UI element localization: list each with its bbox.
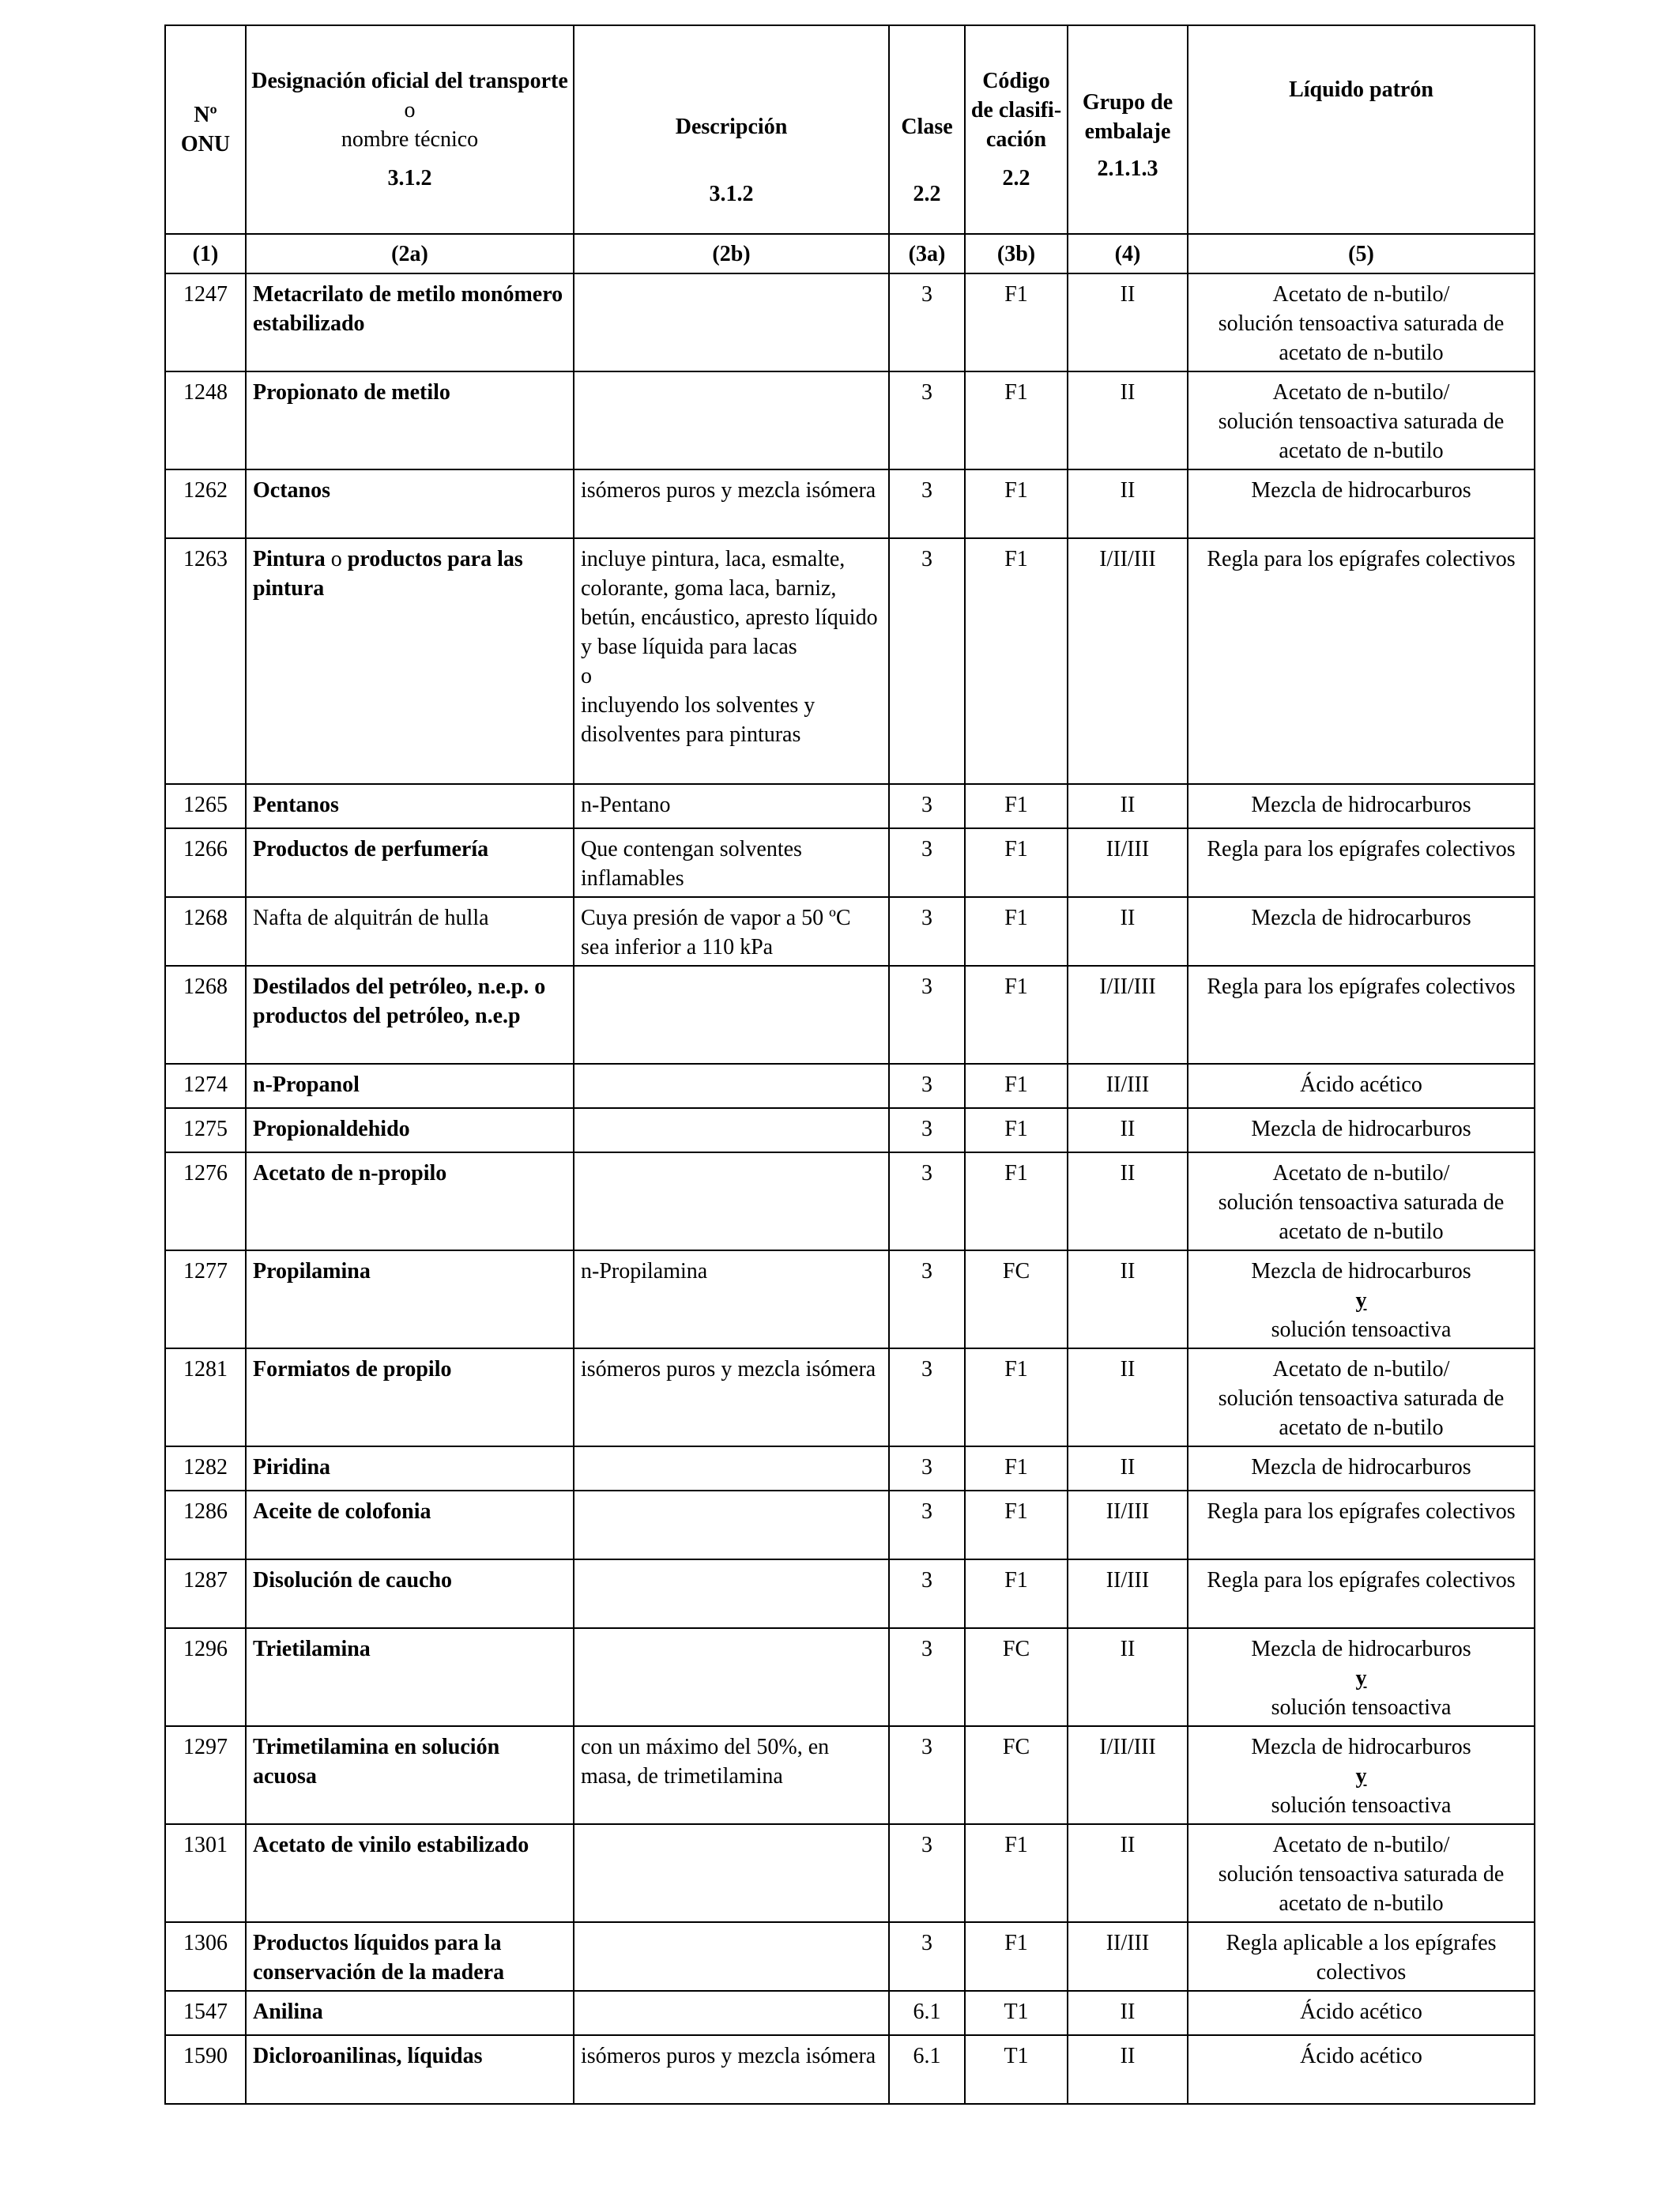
header-classification-code-label: Código de clasifi-cación: [970, 69, 1062, 152]
table-row: [165, 784, 1535, 828]
table-row: [165, 1559, 1535, 1628]
class: 3: [889, 1108, 965, 1152]
onu-number: 1275: [165, 1108, 246, 1152]
transport-name: Formiatos de propilo: [246, 1348, 574, 1446]
column-number: (3b): [965, 234, 1068, 273]
packing-group: II: [1068, 1446, 1188, 1491]
table-row: [165, 1491, 1535, 1559]
standard-liquid-part: Mezcla de hidrocarburos: [1251, 1735, 1471, 1759]
header-classification-code: [965, 25, 1068, 234]
class: 3: [889, 273, 965, 371]
header-classification-code-ref: 2.2: [1002, 166, 1030, 190]
transport-name: Anilina: [246, 1991, 574, 2035]
standard-liquid: [1188, 1628, 1535, 1726]
standard-liquid: Mezcla de hidrocarburos: [1188, 469, 1535, 538]
class: 6.1: [889, 1991, 965, 2035]
onu-number: 1301: [165, 1824, 246, 1922]
standard-liquid: Ácido acético: [1188, 2035, 1535, 2104]
onu-number: 1276: [165, 1152, 246, 1250]
table-row: [165, 1824, 1535, 1922]
onu-number: 1281: [165, 1348, 246, 1446]
packing-group: I/II/III: [1068, 966, 1188, 1064]
classification-code: F1: [965, 371, 1068, 469]
onu-number: 1274: [165, 1064, 246, 1108]
transport-name: Acetato de vinilo estabilizado: [246, 1824, 574, 1922]
description: Que contengan solventes inflamables: [574, 828, 889, 897]
table-row: [165, 966, 1535, 1064]
table-row: [165, 1064, 1535, 1108]
onu-number: 1297: [165, 1726, 246, 1824]
table-row: [165, 1250, 1535, 1348]
standard-liquid: Mezcla de hidrocarburos: [1188, 1108, 1535, 1152]
classification-code: F1: [965, 784, 1068, 828]
standard-liquid: [1188, 1250, 1535, 1348]
standard-liquid: Mezcla de hidrocarburos: [1188, 897, 1535, 966]
packing-group: II: [1068, 1628, 1188, 1726]
header-standard-liquid: [1188, 25, 1535, 234]
transport-name: Trietilamina: [246, 1628, 574, 1726]
standard-liquid-part: Mezcla de hidrocarburos: [1251, 1259, 1471, 1284]
packing-group: II/III: [1068, 828, 1188, 897]
header-description-label: Descripción: [675, 115, 788, 139]
onu-number: 1268: [165, 897, 246, 966]
standard-liquid: Ácido acético: [1188, 1991, 1535, 2035]
class: 3: [889, 538, 965, 784]
packing-group: II/III: [1068, 1064, 1188, 1108]
onu-number: 1262: [165, 469, 246, 538]
transport-name: Piridina: [246, 1446, 574, 1491]
description: [574, 1491, 889, 1559]
standard-liquid: Acetato de n-butilo/ solución tensoactiva saturada de acetato de n-butilo: [1188, 1152, 1535, 1250]
standard-liquid: Regla para los epígrafes colectivos: [1188, 1559, 1535, 1628]
packing-group: II: [1068, 2035, 1188, 2104]
description: [574, 966, 889, 1064]
standard-liquid: Ácido acético: [1188, 1064, 1535, 1108]
table-row: [165, 1628, 1535, 1726]
class: 3: [889, 1152, 965, 1250]
packing-group: II: [1068, 1250, 1188, 1348]
header-onu: [165, 25, 246, 234]
table-row: [165, 897, 1535, 966]
description: [574, 1064, 889, 1108]
packing-group: II: [1068, 371, 1188, 469]
transport-name: Propionato de metilo: [246, 371, 574, 469]
table-row: [165, 273, 1535, 371]
header-designation: [246, 25, 574, 234]
transport-name: Aceite de colofonia: [246, 1491, 574, 1559]
table-row: [165, 469, 1535, 538]
onu-number: 1268: [165, 966, 246, 1064]
standard-liquid: Regla para los epígrafes colectivos: [1188, 1491, 1535, 1559]
description: n-Pentano: [574, 784, 889, 828]
transport-name: Octanos: [246, 469, 574, 538]
standard-liquid: [1188, 1726, 1535, 1824]
packing-group: II: [1068, 1152, 1188, 1250]
description: [574, 1991, 889, 2035]
table-header: [165, 25, 1535, 273]
table-row: [165, 371, 1535, 469]
onu-number: 1287: [165, 1559, 246, 1628]
class: 3: [889, 469, 965, 538]
un-dangerous-goods-table: [164, 25, 1535, 2105]
transport-name: Propionaldehido: [246, 1108, 574, 1152]
table-row: [165, 1446, 1535, 1491]
table-row: [165, 1922, 1535, 1991]
class: 3: [889, 1559, 965, 1628]
classification-code: F1: [965, 897, 1068, 966]
transport-name: Trimetilamina en solución acuosa: [246, 1726, 574, 1824]
transport-name: n-Propanol: [246, 1064, 574, 1108]
onu-number: 1247: [165, 273, 246, 371]
header-packing-group-label: Grupo de embalaje: [1082, 89, 1173, 144]
standard-liquid: Regla aplicable a los epígrafes colectivos: [1188, 1922, 1535, 1991]
description: [574, 273, 889, 371]
table-row: [165, 828, 1535, 897]
header-packing-group-ref: 2.1.1.3: [1097, 156, 1158, 181]
header-onu-label: Nº ONU: [180, 103, 231, 156]
standard-liquid-connector: y: [1355, 1764, 1367, 1789]
packing-group: II/III: [1068, 1922, 1188, 1991]
table-row: [165, 1991, 1535, 2035]
packing-group: II: [1068, 469, 1188, 538]
standard-liquid-part: Mezcla de hidrocarburos: [1251, 1637, 1471, 1661]
classification-code: F1: [965, 469, 1068, 538]
class: 3: [889, 784, 965, 828]
description: n-Propilamina: [574, 1250, 889, 1348]
onu-number: 1296: [165, 1628, 246, 1726]
column-number: (3a): [889, 234, 965, 273]
description: [574, 1559, 889, 1628]
transport-name: Disolución de caucho: [246, 1559, 574, 1628]
column-number: (2a): [246, 234, 574, 273]
header-class: [889, 25, 965, 234]
packing-group: II: [1068, 1991, 1188, 2035]
table-row: [165, 1726, 1535, 1824]
classification-code: F1: [965, 828, 1068, 897]
class: 3: [889, 1922, 965, 1991]
description: [574, 371, 889, 469]
standard-liquid: Mezcla de hidrocarburos: [1188, 1446, 1535, 1491]
description: [574, 1446, 889, 1491]
column-number: (4): [1068, 234, 1188, 273]
onu-number: 1248: [165, 371, 246, 469]
class: 3: [889, 1250, 965, 1348]
header-designation-label: Designación oficial del transporte: [251, 69, 568, 93]
classification-code: F1: [965, 1064, 1068, 1108]
onu-number: 1277: [165, 1250, 246, 1348]
classification-code: FC: [965, 1250, 1068, 1348]
classification-code: F1: [965, 1559, 1068, 1628]
packing-group: II: [1068, 784, 1188, 828]
column-number: (2b): [574, 234, 889, 273]
classification-code: T1: [965, 1991, 1068, 2035]
description: isómeros puros y mezcla isómera: [574, 469, 889, 538]
header-description-ref: 3.1.2: [709, 182, 754, 206]
classification-code: FC: [965, 1628, 1068, 1726]
class: 3: [889, 1348, 965, 1446]
header-description: [574, 25, 889, 234]
table-row: [165, 1348, 1535, 1446]
standard-liquid: Acetato de n-butilo/ solución tensoactiva saturada de acetato de n-butilo: [1188, 1824, 1535, 1922]
standard-liquid: Acetato de n-butilo/ solución tensoactiva saturada de acetato de n-butilo: [1188, 273, 1535, 371]
class: 3: [889, 897, 965, 966]
standard-liquid: Acetato de n-butilo/ solución tensoactiva saturada de acetato de n-butilo: [1188, 371, 1535, 469]
header-standard-liquid-label: Líquido patrón: [1289, 77, 1433, 102]
standard-liquid-connector: y: [1355, 1666, 1367, 1691]
standard-liquid: Regla para los epígrafes colectivos: [1188, 828, 1535, 897]
transport-name: Productos de perfumería: [246, 828, 574, 897]
standard-liquid: Regla para los epígrafes colectivos: [1188, 966, 1535, 1064]
standard-liquid: Acetato de n-butilo/ solución tensoactiva saturada de acetato de n-butilo: [1188, 1348, 1535, 1446]
table-row: [165, 2035, 1535, 2104]
class: 3: [889, 1446, 965, 1491]
column-number-row: [165, 234, 1535, 273]
transport-name-connector: o: [325, 547, 348, 571]
column-number: (1): [165, 234, 246, 273]
classification-code: FC: [965, 1726, 1068, 1824]
standard-liquid: Regla para los epígrafes colectivos: [1188, 538, 1535, 784]
transport-name: Propilamina: [246, 1250, 574, 1348]
packing-group: II/III: [1068, 1559, 1188, 1628]
table-row: [165, 1152, 1535, 1250]
onu-number: 1266: [165, 828, 246, 897]
class: 3: [889, 1491, 965, 1559]
transport-name: Acetato de n-propilo: [246, 1152, 574, 1250]
class: 3: [889, 371, 965, 469]
onu-number: 1265: [165, 784, 246, 828]
onu-number: 1306: [165, 1922, 246, 1991]
description: incluye pintura, laca, esmalte, colorante, goma laca, barniz, betún, encáustico, apresto líquido y base líquida para lacas o incluyendo los solventes y disolventes para pinturas: [574, 538, 889, 784]
description: [574, 1922, 889, 1991]
description: [574, 1628, 889, 1726]
classification-code: F1: [965, 273, 1068, 371]
column-number: (5): [1188, 234, 1535, 273]
onu-number: 1590: [165, 2035, 246, 2104]
class: 3: [889, 828, 965, 897]
packing-group: II: [1068, 1824, 1188, 1922]
classification-code: F1: [965, 1491, 1068, 1559]
transport-name: Dicloroanilinas, líquidas: [246, 2035, 574, 2104]
onu-number: 1282: [165, 1446, 246, 1491]
transport-name-part: Pintura: [253, 547, 326, 571]
classification-code: T1: [965, 2035, 1068, 2104]
description: isómeros puros y mezcla isómera: [574, 1348, 889, 1446]
classification-code: F1: [965, 1348, 1068, 1446]
description: con un máximo del 50%, en masa, de trimetilamina: [574, 1726, 889, 1824]
classification-code: F1: [965, 966, 1068, 1064]
transport-name: Destilados del petróleo, n.e.p. o productos del petróleo, n.e.p: [246, 966, 574, 1064]
standard-liquid-part: solución tensoactiva: [1271, 1793, 1452, 1818]
transport-name: [246, 538, 574, 784]
classification-code: F1: [965, 1108, 1068, 1152]
transport-name: Productos líquidos para la conservación de la madera: [246, 1922, 574, 1991]
class: 3: [889, 966, 965, 1064]
header-class-label: Clase: [901, 115, 953, 139]
packing-group: II: [1068, 897, 1188, 966]
description: Cuya presión de vapor a 50 ºC sea inferior a 110 kPa: [574, 897, 889, 966]
standard-liquid-part: solución tensoactiva: [1271, 1318, 1452, 1342]
description: isómeros puros y mezcla isómera: [574, 2035, 889, 2104]
class: 3: [889, 1064, 965, 1108]
onu-number: 1263: [165, 538, 246, 784]
class: 6.1: [889, 2035, 965, 2104]
packing-group: II/III: [1068, 1491, 1188, 1559]
class: 3: [889, 1824, 965, 1922]
standard-liquid-part: solución tensoactiva: [1271, 1695, 1452, 1720]
description: [574, 1824, 889, 1922]
packing-group: I/II/III: [1068, 538, 1188, 784]
transport-name: Metacrilato de metilo monómero estabilizado: [246, 273, 574, 371]
class: 3: [889, 1726, 965, 1824]
transport-name: Nafta de alquitrán de hulla: [246, 897, 574, 966]
packing-group: II: [1068, 273, 1188, 371]
classification-code: F1: [965, 1922, 1068, 1991]
header-packing-group: [1068, 25, 1188, 234]
classification-code: F1: [965, 1152, 1068, 1250]
transport-name-part: productos para las pintura: [253, 547, 523, 601]
table-row: [165, 1108, 1535, 1152]
header-class-ref: 2.2: [913, 182, 941, 206]
classification-code: F1: [965, 1446, 1068, 1491]
packing-group: I/II/III: [1068, 1726, 1188, 1824]
onu-number: 1286: [165, 1491, 246, 1559]
standard-liquid: Mezcla de hidrocarburos: [1188, 784, 1535, 828]
header-designation-sub: o nombre técnico: [341, 98, 479, 152]
onu-number: 1547: [165, 1991, 246, 2035]
packing-group: II: [1068, 1348, 1188, 1446]
header-row: [165, 25, 1535, 234]
classification-code: F1: [965, 1824, 1068, 1922]
header-designation-ref: 3.1.2: [387, 166, 432, 190]
class: 3: [889, 1628, 965, 1726]
table-row: [165, 538, 1535, 784]
standard-liquid-connector: y: [1355, 1288, 1367, 1313]
transport-name: Pentanos: [246, 784, 574, 828]
description: [574, 1108, 889, 1152]
description: [574, 1152, 889, 1250]
classification-code: F1: [965, 538, 1068, 784]
packing-group: II: [1068, 1108, 1188, 1152]
